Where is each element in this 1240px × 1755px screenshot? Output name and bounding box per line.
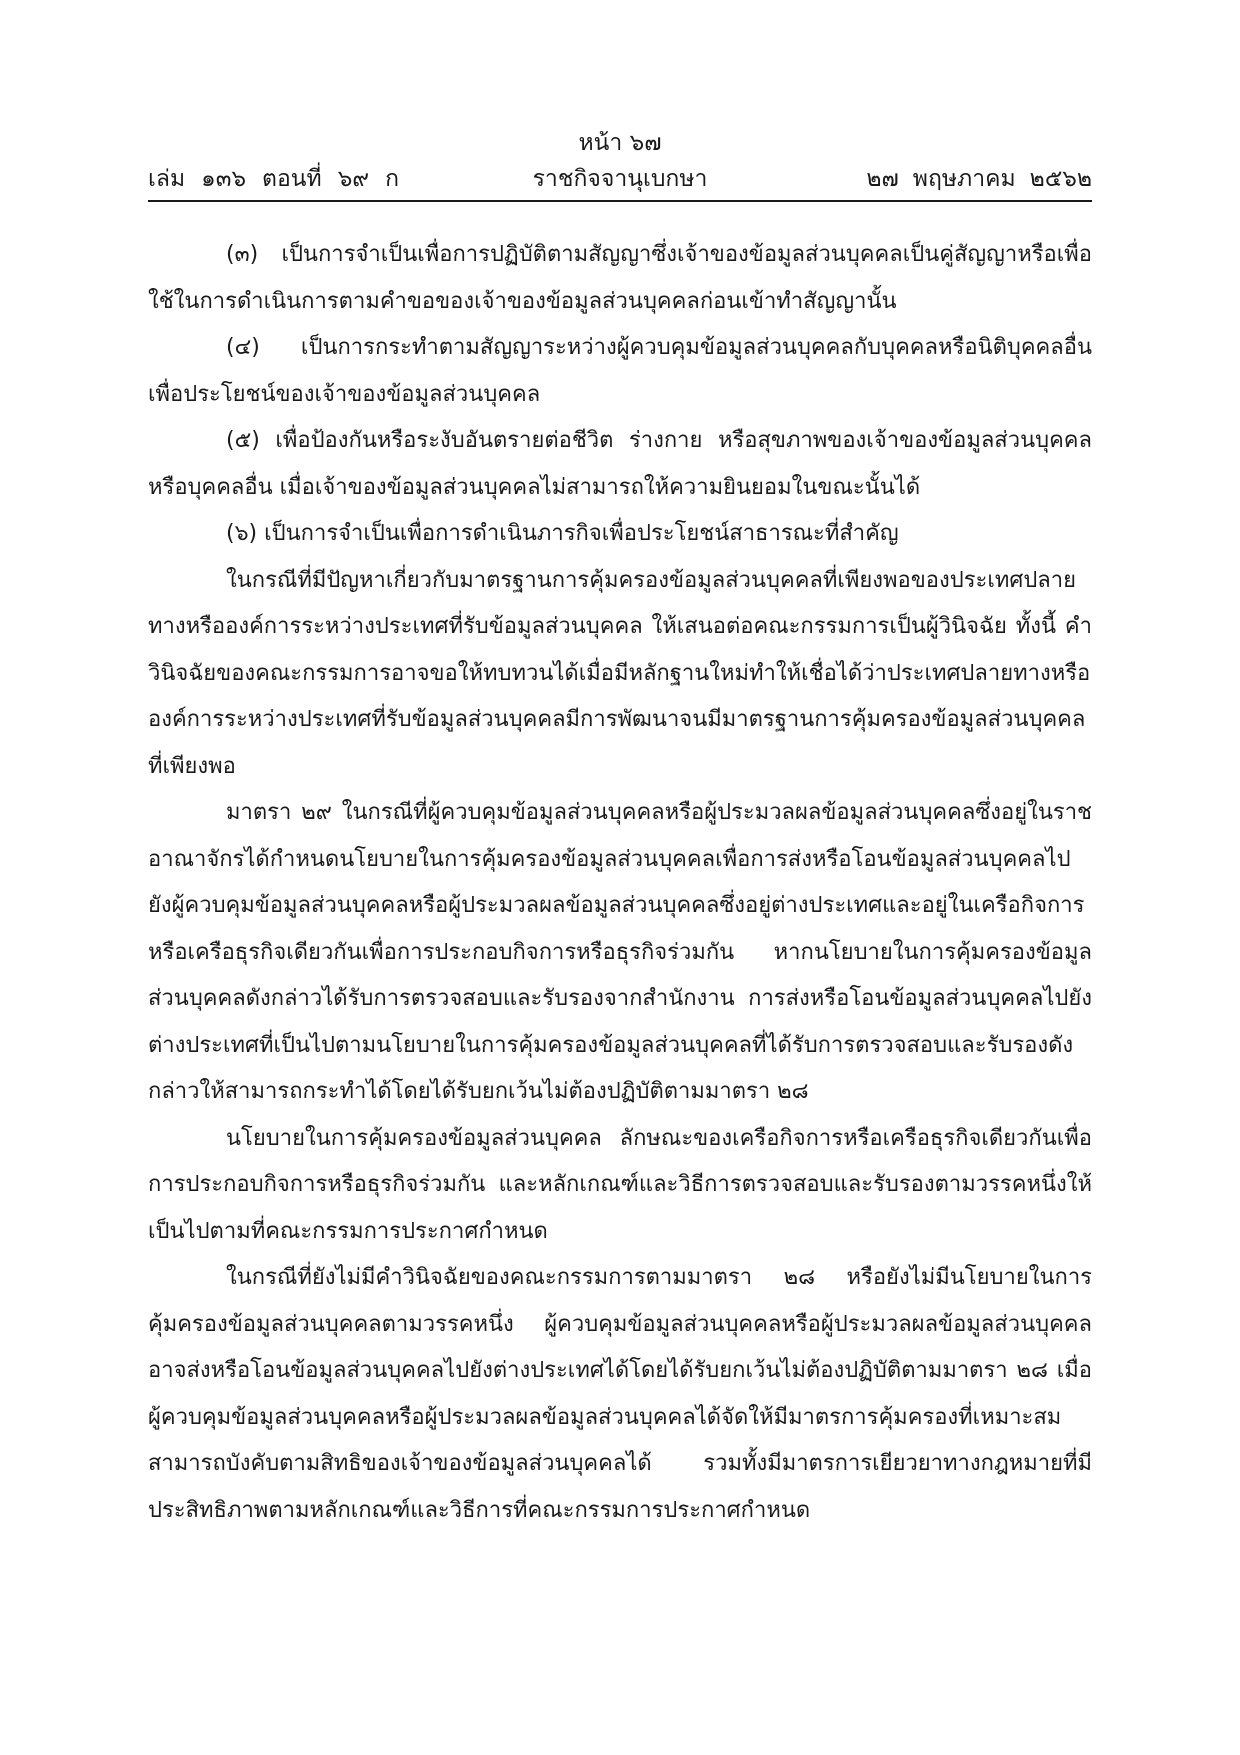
- paragraph-section-29: มาตรา ๒๙ ในกรณีที่ผู้ควบคุมข้อมูลส่วนบุคคลหรือผู้ประมวลผลข้อมูลส่วนบุคคลซึ่งอยู่ในราชอาณาจักรได้กำหนดนโยบายในการคุ้มครองข้อมูลส่วนบุคคลเพื่อการส่งหรือโอนข้อมูลส่วนบุคคลไปยังผู้ควบคุมข้อมูลส่วนบุคคลหรือผู้ประมวลผลข้อมูลส่วนบุคคลซึ่งอยู่ต่างประเทศและอยู่ในเครือกิจการหรือเครือธุรกิจเดียวกันเพื่อการประกอบกิจการหรือธุรกิจร่วมกัน หากนโยบายในการคุ้มครองข้อมูลส่วนบุคคลดังกล่าวได้รับการตรวจสอบและรับรองจากสำนักงาน การส่งหรือโอนข้อมูลส่วนบุคคลไปยังต่างประเทศที่เป็นไปตามนโยบายในการคุ้มครองข้อมูลส่วนบุคคลที่ได้รับการตรวจสอบและรับรองดังกล่าวให้สามารถกระทำได้โดยได้รับยกเว้นไม่ต้องปฏิบัติตามมาตรา ๒๘: [148, 800, 1092, 1104]
- paragraph-adequacy-dispute: ในกรณีที่มีปัญหาเกี่ยวกับมาตรฐานการคุ้มครองข้อมูลส่วนบุคคลที่เพียงพอของประเทศปลายทางหรือองค์การระหว่างประเทศที่รับข้อมูลส่วนบุคคล ให้เสนอต่อคณะกรรมการเป็นผู้วินิจฉัย ทั้งนี้ คำวินิจฉัยของคณะกรรมการอาจขอให้ทบทวนได้เมื่อมีหลักฐานใหม่ทำให้เชื่อได้ว่าประเทศปลายทางหรือองค์การระหว่างประเทศที่รับข้อมูลส่วนบุคคลมีการพัฒนาจนมีมาตรฐานการคุ้มครองข้อมูลส่วนบุคคลที่เพียงพอ: [148, 567, 1092, 779]
- gazette-title: ราชกิจจานุเบกษา: [532, 166, 708, 192]
- issue-number: ๖๙: [337, 166, 370, 192]
- date-year: ๒๕๖๒: [1029, 166, 1092, 192]
- gazette-header: [148, 164, 1092, 198]
- issue-label: ตอนที่: [262, 166, 322, 192]
- publication-date: [852, 164, 1092, 194]
- paragraph-policy-criteria: นโยบายในการคุ้มครองข้อมูลส่วนบุคคล ลักษณะของเครือกิจการหรือเครือธุรกิจเดียวกันเพื่อการประกอบกิจการหรือธุรกิจร่วมกัน และหลักเกณฑ์และวิธีการตรวจสอบและรับรองตามวรรคหนึ่งให้เป็นไปตามที่คณะกรรมการประกาศกำหนด: [148, 1125, 1092, 1244]
- date-day: ๒๗: [866, 166, 899, 192]
- date-month: พฤษภาคม: [912, 166, 1016, 192]
- volume-label: เล่ม: [148, 166, 186, 192]
- page-number: หน้า ๖๗: [578, 130, 662, 156]
- paragraph-clause-6: (๖) เป็นการจำเป็นเพื่อการดำเนินภารกิจเพื่อประโยชน์สาธารณะที่สำคัญ: [226, 521, 899, 546]
- section-letter: ก: [385, 166, 400, 192]
- paragraph-clause-5: (๕) เพื่อป้องกันหรือระงับอันตรายต่อชีวิต ร่างกาย หรือสุขภาพของเจ้าของข้อมูลส่วนบุคคลหรือบุคคลอื่น เมื่อเจ้าของข้อมูลส่วนบุคคลไม่สามารถให้ความยินยอมในขณะนั้นได้: [148, 428, 1092, 500]
- header-divider: [148, 200, 1092, 202]
- document-body: [148, 232, 1092, 1534]
- paragraph-clause-3: (๓) เป็นการจำเป็นเพื่อการปฏิบัติตามสัญญาซึ่งเจ้าของข้อมูลส่วนบุคคลเป็นคู่สัญญาหรือเพื่อใช้ในการดำเนินการตามคำขอของเจ้าของข้อมูลส่วนบุคคลก่อนเข้าทำสัญญานั้น: [148, 242, 1092, 314]
- volume-number: ๑๓๖: [201, 166, 247, 192]
- paragraph-clause-4: (๔) เป็นการกระทำตามสัญญาระหว่างผู้ควบคุมข้อมูลส่วนบุคคลกับบุคคลหรือนิติบุคคลอื่นเพื่อประโยชน์ของเจ้าของข้อมูลส่วนบุคคล: [148, 335, 1092, 407]
- paragraph-safeguards: ในกรณีที่ยังไม่มีคำวินิจฉัยของคณะกรรมการตามมาตรา ๒๘ หรือยังไม่มีนโยบายในการคุ้มครองข้อมูลส่วนบุคคลตามวรรคหนึ่ง ผู้ควบคุมข้อมูลส่วนบุคคลหรือผู้ประมวลผลข้อมูลส่วนบุคคลอาจส่งหรือโอนข้อมูลส่วนบุคคลไปยังต่างประเทศได้โดยได้รับยกเว้นไม่ต้องปฏิบัติตามมาตรา ๒๘ เมื่อผู้ควบคุมข้อมูลส่วนบุคคลหรือผู้ประมวลผลข้อมูลส่วนบุคคลได้จัดให้มีมาตรการคุ้มครองที่เหมาะสมสามารถบังคับตามสิทธิของเจ้าของข้อมูลส่วนบุคคลได้ รวมทั้งมีมาตรการเยียวยาทางกฎหมายที่มีประสิทธิภาพตามหลักเกณฑ์และวิธีการที่คณะกรรมการประกาศกำหนด: [148, 1265, 1092, 1523]
